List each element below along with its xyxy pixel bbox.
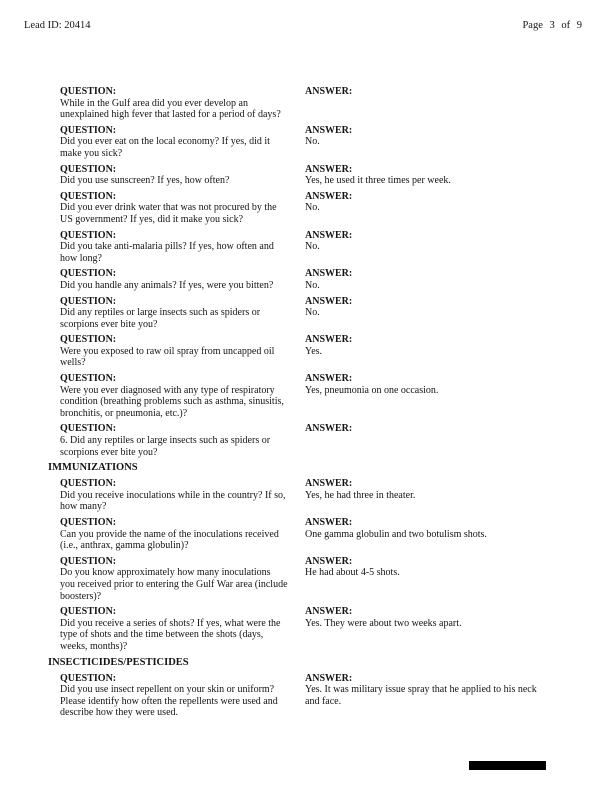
question-label: QUESTION:: [60, 268, 117, 280]
question-text: Do you know approximately how many inoculations you received prior to entering the Gulf War area (include boosters)?: [60, 567, 288, 602]
answer-text: Yes, pneumonia on one occasion.: [305, 384, 439, 396]
page-header: [24, 20, 582, 32]
answer-column: [305, 191, 582, 226]
redaction-bar: [469, 761, 546, 770]
question-text: Did you use insect repellent on your skin or uniform? Please identify how often the repellents were used and describe how they were used.: [60, 684, 278, 719]
answer-text: Yes, he had three in theater.: [305, 489, 416, 501]
question-column: [60, 86, 305, 121]
question-label: QUESTION:: [60, 423, 117, 435]
qa-block: [60, 334, 582, 369]
answer-label: ANSWER:: [305, 373, 353, 385]
answer-text: No.: [305, 241, 320, 253]
answer-text: He had about 4-5 shots.: [305, 567, 400, 579]
answer-label: ANSWER:: [305, 423, 353, 435]
answer-text: Yes, he used it three times per week.: [305, 175, 451, 187]
answer-column: [305, 86, 582, 121]
question-text: Were you exposed to raw oil spray from uncapped oil wells?: [60, 345, 275, 369]
qa-block: [60, 478, 582, 513]
answer-column: [305, 606, 582, 652]
qa-block: [60, 373, 582, 419]
answer-text: One gamma globulin and two botulism shots.: [305, 528, 487, 540]
answer-column: [305, 517, 582, 552]
question-text: Did you handle any animals? If yes, were you bitten?: [60, 279, 274, 291]
question-text: 6. Did any reptiles or large insects such as spiders or scorpions ever bite you?: [60, 435, 271, 458]
answer-label: ANSWER:: [305, 517, 353, 528]
question-column: [60, 606, 305, 652]
question-text: Did you ever drink water that was not procured by the US government? If yes, did it make you sick?: [60, 202, 277, 225]
qa-block: [60, 125, 582, 160]
answer-text: Yes.: [305, 345, 323, 357]
question-column: [60, 296, 305, 331]
question-text: Did you use sunscreen? If yes, how often?: [60, 175, 230, 187]
answer-label: ANSWER:: [305, 190, 353, 202]
answer-text: No.: [305, 279, 320, 291]
answer-label: ANSWER:: [305, 163, 353, 175]
question-text: Did you receive a series of shots? If yes, what were the type of shots and the time between the shots (days, weeks, months)?: [60, 617, 281, 652]
qa-block: [60, 673, 582, 719]
answer-text: No.: [305, 307, 320, 319]
question-text: Did you receive inoculations while in the country? If so, how many?: [60, 489, 286, 513]
question-column: [60, 125, 305, 160]
question-column: [60, 517, 305, 552]
question-label: QUESTION:: [60, 190, 117, 202]
qa-block: [60, 86, 582, 121]
section-heading: IMMUNIZATIONS: [48, 462, 138, 474]
question-label: QUESTION:: [60, 517, 117, 528]
answer-column: [305, 478, 582, 513]
answer-label: ANSWER:: [305, 268, 353, 280]
question-text: Were you ever diagnosed with any type of respiratory condition (breathing problems such as asthma, sinusitis, bronchitis, or pneumonia, etc.)?: [60, 384, 284, 419]
answer-column: [305, 296, 582, 331]
qa-block: [60, 164, 582, 187]
answer-label: ANSWER:: [305, 295, 353, 307]
answer-label: ANSWER:: [305, 334, 353, 346]
answer-column: [305, 164, 582, 187]
qa-block: [60, 191, 582, 226]
answer-text: Yes. It was military issue spray that he applied to his neck and face.: [305, 684, 537, 707]
answer-column: [305, 268, 582, 291]
answer-label: ANSWER:: [305, 478, 353, 490]
qa-block: [60, 268, 582, 291]
answer-text: Yes. They were about two weeks apart.: [305, 617, 462, 629]
qa-block: [60, 230, 582, 265]
answer-label: ANSWER:: [305, 672, 353, 684]
lead-id: Lead ID: 20414: [24, 20, 91, 31]
answer-column: [305, 230, 582, 265]
question-column: [60, 334, 305, 369]
qa-block: [60, 423, 582, 458]
answer-column: [305, 334, 582, 369]
question-column: [60, 556, 305, 602]
answer-column: [305, 125, 582, 160]
question-column: [60, 230, 305, 265]
question-text: Did any reptiles or large insects such as spiders or scorpions ever bite you?: [60, 307, 261, 330]
question-column: [60, 478, 305, 513]
question-text: Did you ever eat on the local economy? If yes, did it make you sick?: [60, 136, 270, 159]
answer-label: ANSWER:: [305, 229, 353, 241]
question-column: [60, 191, 305, 226]
answer-column: [305, 673, 582, 719]
answer-column: [305, 423, 582, 458]
question-label: QUESTION:: [60, 229, 117, 241]
answer-column: [305, 556, 582, 602]
qa-block: [60, 517, 582, 552]
question-column: [60, 164, 305, 187]
question-column: [60, 673, 305, 719]
question-label: QUESTION:: [60, 295, 117, 307]
answer-label: ANSWER:: [305, 606, 353, 618]
answer-label: ANSWER:: [305, 124, 353, 136]
document-content: [24, 86, 582, 719]
question-label: QUESTION:: [60, 334, 117, 346]
question-label: QUESTION:: [60, 606, 117, 618]
answer-label: ANSWER:: [305, 86, 353, 97]
question-text: Did you take anti-malaria pills? If yes, how often and how long?: [60, 241, 274, 264]
question-label: QUESTION:: [60, 86, 117, 97]
qa-block: [60, 556, 582, 602]
qa-block: [60, 606, 582, 652]
question-label: QUESTION:: [60, 672, 117, 684]
question-column: [60, 268, 305, 291]
question-label: QUESTION:: [60, 373, 117, 385]
page-number: Page 3 of 9: [522, 20, 582, 31]
question-label: QUESTION:: [60, 124, 117, 136]
qa-block: [60, 296, 582, 331]
answer-column: [305, 373, 582, 419]
question-column: [60, 373, 305, 419]
answer-label: ANSWER:: [305, 555, 353, 567]
answer-text: No.: [305, 136, 320, 148]
question-label: QUESTION:: [60, 555, 117, 567]
answer-text: No.: [305, 202, 320, 214]
section-heading: INSECTICIDES/PESTICIDES: [48, 656, 189, 668]
question-text: While in the Gulf area did you ever develop an unexplained high fever that lasted for a period of days?: [60, 97, 281, 121]
question-label: QUESTION:: [60, 163, 117, 175]
question-label: QUESTION:: [60, 478, 117, 490]
question-text: Can you provide the name of the inoculations received (i.e., anthrax, gamma globulin)?: [60, 528, 279, 552]
question-column: [60, 423, 305, 458]
